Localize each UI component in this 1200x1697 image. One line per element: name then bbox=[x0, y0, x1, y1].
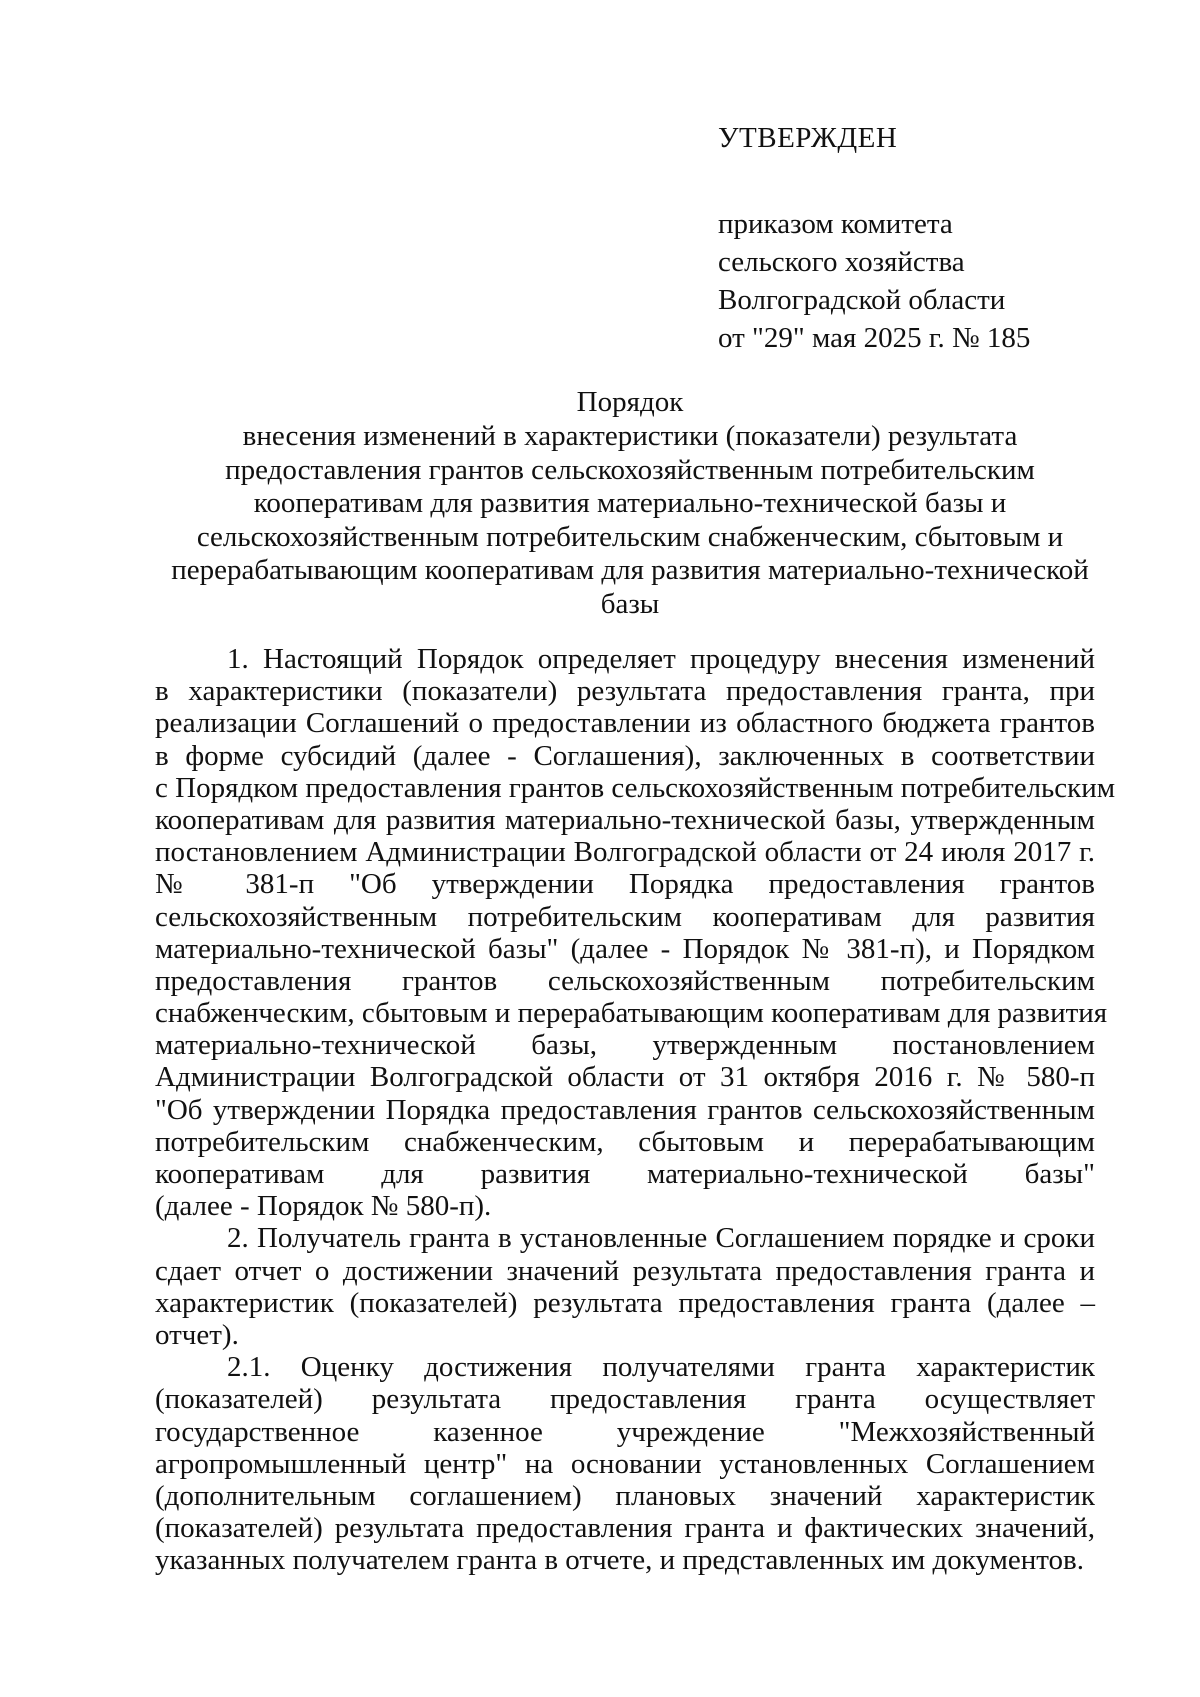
title-subtitle-line: кооперативам для развития материально-технической базы и bbox=[253, 487, 1007, 519]
paragraph-2 bbox=[155, 1222, 1095, 1351]
text-line: сдает отчет о достижении значений результата предоставления гранта и bbox=[155, 1254, 1095, 1287]
text-line: кооперативам для развития материально-технической базы, утвержденным bbox=[155, 803, 1095, 836]
text-line: № 381-п "Об утверждении Порядка предоставления грантов bbox=[155, 868, 1095, 901]
text-line: снабженческим, сбытовым и перерабатывающим кооперативам для развития bbox=[155, 997, 1108, 1030]
text-line: реализации Соглашений о предоставлении из областного бюджета грантов bbox=[155, 707, 1095, 740]
text-line: в характеристики (показатели) результата предоставления гранта, при bbox=[155, 675, 1095, 708]
text-line: материально-технической базы" (далее - Порядок № 381-п), и Порядком bbox=[155, 932, 1095, 965]
text-line: (дополнительным соглашением) плановых значений характеристик bbox=[155, 1479, 1095, 1512]
text-line: характеристик (показателей) результата предоставления гранта (далее – bbox=[155, 1286, 1095, 1319]
text-line: 2.1. Оценку достижения получателями гранта характеристик bbox=[227, 1351, 1095, 1384]
text-line: предоставления грантов сельскохозяйственным потребительским bbox=[155, 964, 1095, 997]
text-line: с Порядком предоставления грантов сельскохозяйственным потребительским bbox=[155, 771, 1116, 804]
text-line: постановлением Администрации Волгоградской области от 24 июля 2017 г. bbox=[155, 836, 1095, 869]
text-line: сельскохозяйственным потребительским кооперативам для развития bbox=[155, 900, 1095, 933]
text-line: (показателей) результата предоставления гранта осуществляет bbox=[155, 1383, 1095, 1416]
text-line: (показателей) результата предоставления гранта и фактических значений, bbox=[155, 1512, 1095, 1545]
approval-stamp bbox=[718, 118, 1138, 357]
title-main: Порядок bbox=[576, 386, 684, 418]
title-subtitle-line: сельскохозяйственным потребительским снабженческим, сбытовым и bbox=[196, 520, 1064, 553]
paragraph-1 bbox=[155, 643, 1116, 1223]
order-line: сельского хозяйства bbox=[718, 246, 965, 278]
approved-label: УТВЕРЖДЕН bbox=[718, 122, 898, 154]
title-subtitle-line: базы bbox=[600, 587, 660, 620]
order-line: от "29" мая 2025 г. № 185 bbox=[718, 322, 1031, 354]
text-line: указанных получателем гранта в отчете, и представленных им документов. bbox=[155, 1544, 1084, 1577]
text-line: кооперативам для развития материально-технической базы" bbox=[155, 1158, 1095, 1190]
title-subtitle-line: внесения изменений в характеристики (показатели) результата bbox=[242, 420, 1018, 452]
text-line: "Об утверждении Порядка предоставления грантов сельскохозяйственным bbox=[155, 1093, 1095, 1126]
text-line: отчет). bbox=[155, 1318, 239, 1351]
text-line: материально-технической базы, утвержденным постановлением bbox=[155, 1029, 1095, 1062]
paragraph-2-1 bbox=[155, 1351, 1095, 1576]
text-line: государственное казенное учреждение "Межхозяйственный bbox=[155, 1415, 1095, 1448]
text-line: 1. Настоящий Порядок определяет процедуру внесения изменений bbox=[227, 643, 1095, 675]
text-line: в форме субсидий (далее - Соглашения), заключенных в соответствии bbox=[155, 739, 1095, 772]
text-line: потребительским снабженческим, сбытовым и перерабатывающим bbox=[155, 1125, 1095, 1158]
document-body bbox=[155, 643, 1116, 1577]
order-line: приказом комитета bbox=[718, 208, 953, 240]
title-subtitle-line: предоставления грантов сельскохозяйственным потребительским bbox=[225, 453, 1035, 486]
title-subtitle-line: перерабатывающим кооперативам для развития материально-технической bbox=[171, 554, 1089, 586]
text-line: (далее - Порядок № 580-п). bbox=[155, 1190, 492, 1223]
text-line: 2. Получатель гранта в установленные Соглашением порядке и сроки bbox=[227, 1222, 1095, 1255]
order-line: Волгоградской области bbox=[718, 284, 1006, 316]
text-line: агропромышленный центр" на основании установленных Соглашением bbox=[155, 1447, 1095, 1480]
text-line: Администрации Волгоградской области от 31 октября 2016 г. № 580-п bbox=[155, 1061, 1095, 1094]
document-title bbox=[150, 385, 1110, 621]
